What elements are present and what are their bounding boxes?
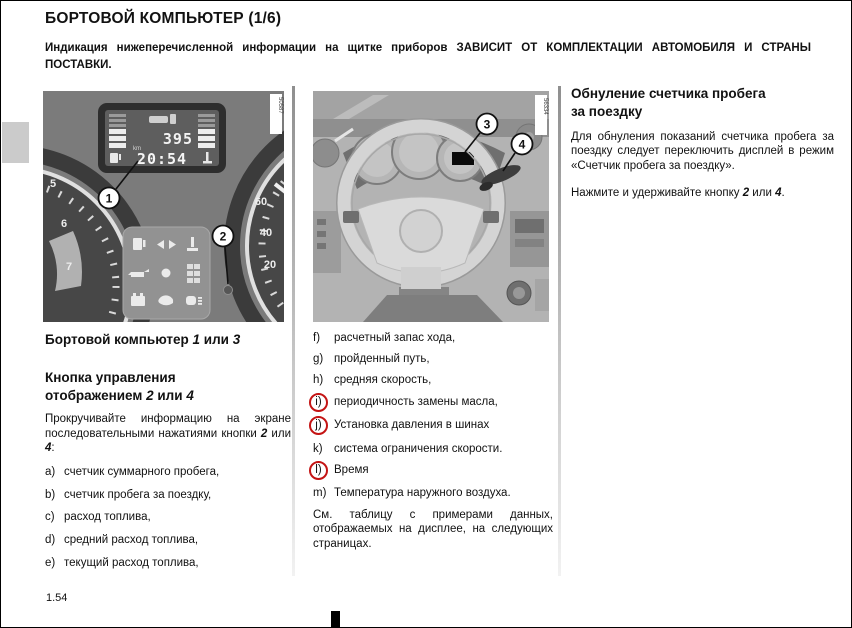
horn-pad (400, 210, 442, 252)
left-thumb-switch (343, 211, 359, 223)
chapter-tab-marker (2, 122, 29, 163)
list-item-text: текущий расход топлива, (64, 556, 199, 569)
bottom-spoke (401, 267, 441, 289)
list-item (45, 556, 291, 571)
list-item-letter: k) (313, 442, 323, 455)
list-item (313, 352, 553, 367)
column-divider (558, 86, 561, 576)
see-table-note: См. таблицу с примерами данных, отображаемых на дисплее, на следующих страницах. (313, 508, 553, 551)
section-heading: Обнуление счетчика пробега за поездку (571, 86, 766, 119)
list-item-text: периодичность замены масла, (334, 395, 498, 408)
list-item-text: расчетный запас хода, (334, 332, 456, 344)
list-item-text: средняя скорость, (334, 374, 432, 387)
svg-text:2: 2 (219, 229, 227, 244)
svg-text:40: 40 (259, 227, 273, 239)
column-divider (292, 86, 295, 576)
trip-computer-display (98, 103, 226, 173)
svg-text:56334: 56334 (542, 98, 548, 115)
svg-text:5: 5 (49, 178, 57, 190)
page-subtitle: Индикация нижеперечисленной информации на щитке приборов ЗАВИСИТ ОТ КОМПЛЕКТАЦИИ АВТОМОБИЛЯ И СТРАНЫ ПОСТАВКИ. (45, 42, 811, 71)
svg-text:20: 20 (263, 259, 277, 271)
page-number: 1.54 (46, 592, 68, 604)
range-value: 395 (162, 130, 193, 148)
list-item-text: пройденный путь, (334, 353, 430, 366)
list-item-letter: m) (313, 487, 327, 500)
list-item-text: Температура наружного воздуха. (334, 487, 511, 500)
figure-ref-label (270, 94, 283, 134)
list-item (313, 442, 553, 457)
svg-text:1: 1 (105, 191, 113, 206)
page-title: БОРТОВОЙ КОМПЬЮТЕР (1/6) (45, 10, 282, 27)
list-item-letter-circled: j) (313, 418, 334, 435)
left-column (45, 331, 291, 579)
steering-wheel-illustration (313, 91, 549, 322)
svg-text:3: 3 (483, 117, 491, 132)
svg-text:4: 4 (518, 137, 526, 152)
cluster-display-highlight (452, 152, 474, 165)
list-item-letter: c) (45, 511, 55, 524)
list-item-text: счетчик суммарного пробега, (64, 466, 220, 479)
figure-caption: Бортовой компьютер 1 или 3 (45, 332, 241, 347)
right-thumb-switch (483, 211, 499, 223)
clock-value: 20:54 (136, 150, 188, 168)
display-control-button (224, 286, 233, 295)
list-item (45, 510, 291, 525)
list-item (313, 373, 553, 388)
svg-text:7: 7 (65, 261, 73, 273)
list-item (45, 488, 291, 503)
right-column (571, 85, 834, 213)
unit-label: km (133, 146, 141, 152)
list-item-text: счетчик пробега за поездку, (64, 488, 212, 501)
list-item-text: расход топлива, (64, 511, 151, 524)
list-item-letter-circled: l) (313, 463, 334, 480)
list-item (313, 331, 553, 346)
binding-mark (331, 611, 340, 628)
body-paragraph: Прокручивайте информацию на экране последовательными нажатиями кнопки 2 или 4: (45, 412, 291, 455)
list-item-text: система ограничения скорости. (334, 442, 503, 455)
list-item-text: Установка давления в шинах (334, 419, 490, 432)
svg-text:50587: 50587 (277, 97, 283, 114)
action-paragraph: Нажмите и удерживайте кнопку 2 или 4. (571, 186, 785, 199)
list-item-letter: g) (313, 353, 324, 366)
list-item-text: Время (334, 463, 369, 476)
list-item-text: средний расход топлива, (64, 534, 199, 547)
list-item-letter: f) (313, 332, 321, 344)
list-item (313, 486, 553, 501)
list-item (45, 465, 291, 480)
lights-icon (186, 296, 202, 305)
svg-text:60: 60 (254, 196, 268, 208)
section-heading: Кнопка управления отображением 2 или 4 (45, 370, 194, 404)
list-item-letter: a) (45, 466, 56, 479)
list-item (313, 395, 553, 412)
svg-text:6: 6 (60, 218, 68, 230)
list-item (45, 533, 291, 548)
figure-steering-wheel (313, 91, 549, 322)
middle-column (313, 331, 553, 563)
list-item (313, 463, 553, 480)
figure-ref-label (535, 95, 548, 135)
list-item-letter: b) (45, 488, 56, 501)
figure-instrument-cluster (43, 91, 284, 322)
instrument-cluster-illustration (43, 91, 284, 322)
list-item-letter: h) (313, 374, 324, 387)
indicator-dot-icon (162, 269, 171, 278)
list-item-letter: d) (45, 534, 56, 547)
list-item-letter: e) (45, 556, 56, 569)
warning-lights-panel (123, 227, 210, 319)
body-paragraph: Для обнуления показаний счетчика пробега за поездку следует переключить дисплей в режим «Счетчик пробега за поездку». (571, 130, 834, 173)
list-item (313, 418, 553, 435)
list-item-letter-circled: i) (313, 395, 334, 412)
